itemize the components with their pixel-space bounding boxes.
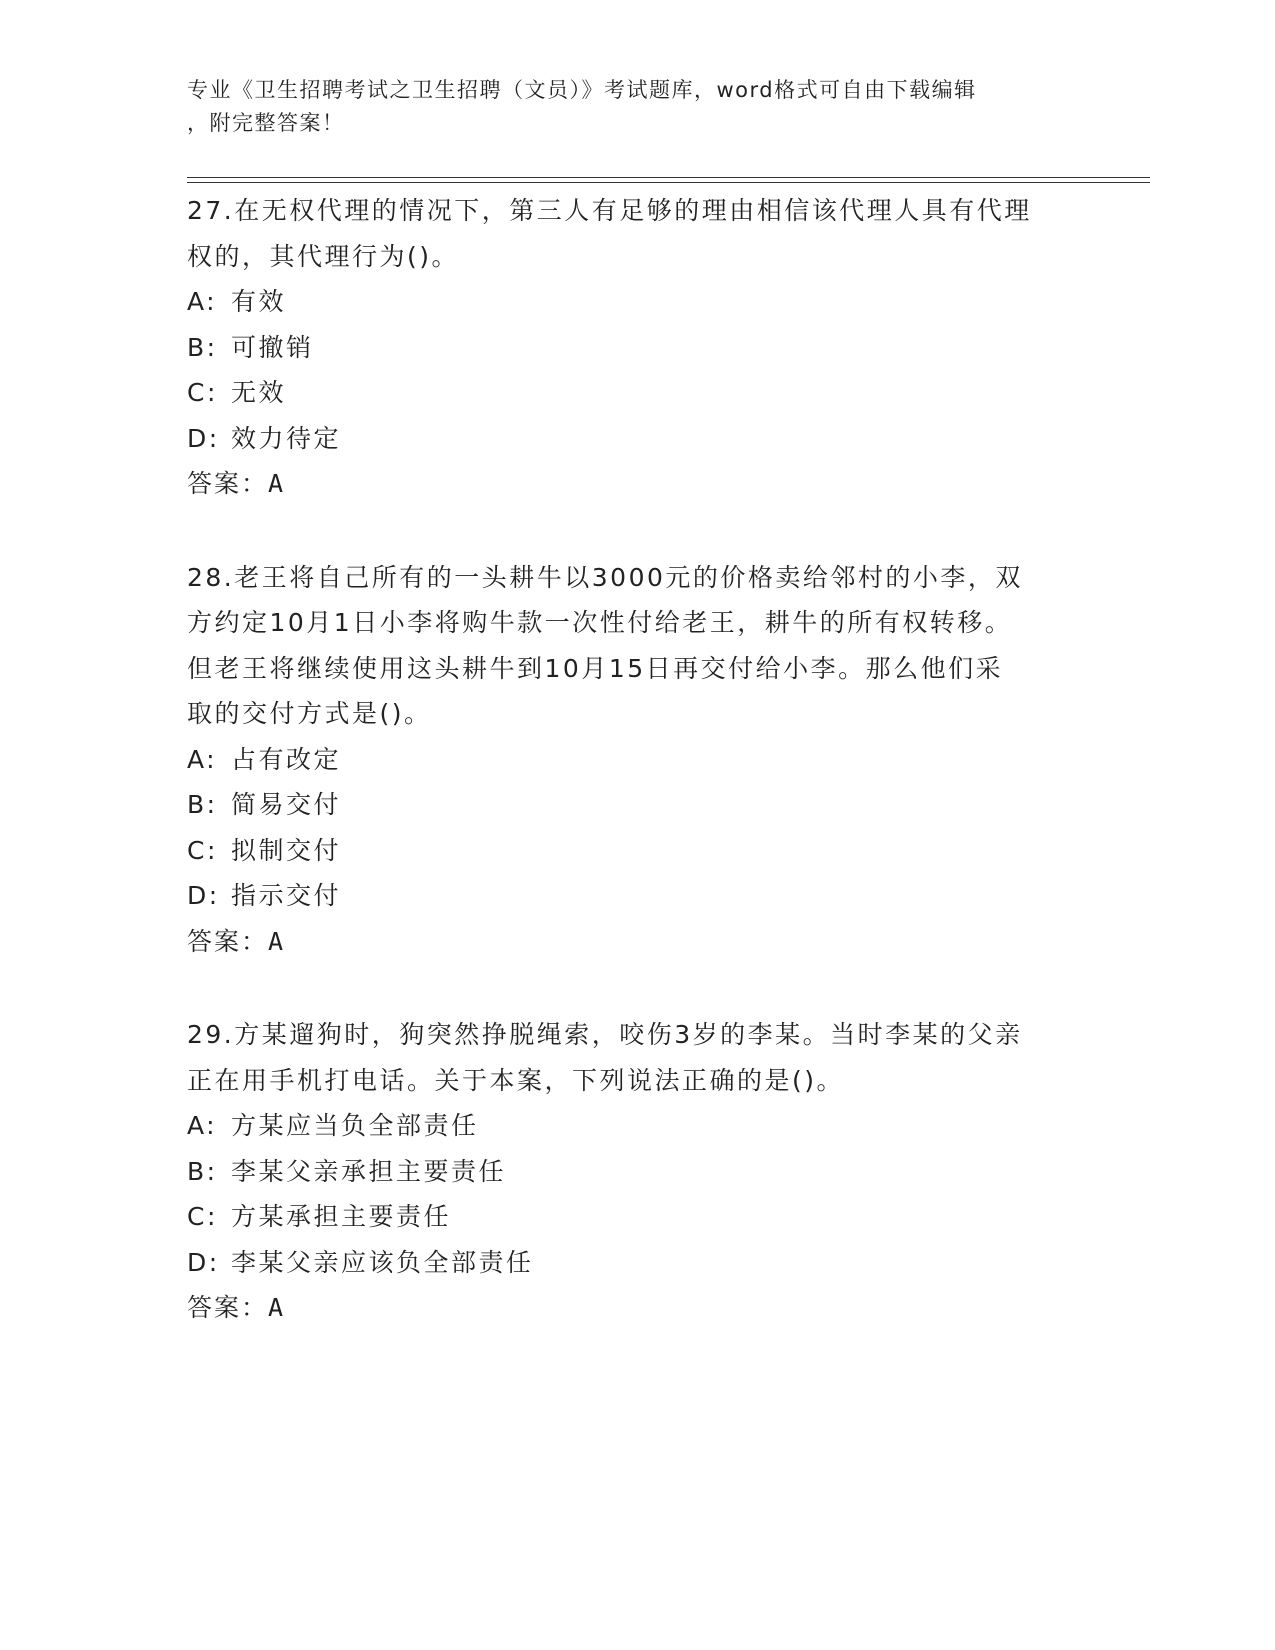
question-stem-line: 29.方某遛狗时，狗突然挣脱绳索，咬伤3岁的李某。当时李某的父亲 (187, 1020, 1023, 1049)
answer-line (187, 461, 1087, 507)
answer-line (187, 1285, 1087, 1331)
question-27 (187, 188, 1087, 507)
question-stem-line: 28.老王将自己所有的一头耕牛以3000元的价格卖给邻村的小李，双 (187, 562, 1023, 592)
question-list (187, 188, 1087, 1379)
option-label: A: (187, 744, 218, 774)
answer-line (187, 919, 1087, 965)
question-29 (187, 1012, 1087, 1331)
option-b (187, 782, 1087, 828)
option-label: C: (187, 1202, 218, 1231)
question-28 (187, 555, 1087, 965)
question-stem-line: 权的，其代理行为()。 (187, 241, 460, 271)
option-label: C: (187, 378, 218, 407)
answer-label: 答案： (187, 1293, 269, 1322)
option-c (187, 828, 1087, 874)
option-c (187, 1194, 1087, 1240)
option-d (187, 1240, 1087, 1286)
answer-value: A (268, 1293, 284, 1322)
option-label: D: (187, 1247, 220, 1277)
option-label: D: (187, 423, 220, 453)
answer-value: A (268, 926, 284, 956)
question-stem-line: 27.在无权代理的情况下，第三人有足够的理由相信该代理人具有代理 (187, 196, 1032, 225)
header-line-2: ，附完整答案！ (187, 111, 345, 135)
document-header (187, 74, 1067, 140)
header-line-1: 专业《卫生招聘考试之卫生招聘（文员）》考试题库，word格式可自由下载编辑 (187, 78, 977, 102)
option-label: A: (187, 1111, 218, 1140)
option-d (187, 873, 1087, 919)
question-stem-line: 方约定10月1日小李将购牛款一次性付给老王，耕牛的所有权转移。 (187, 608, 1013, 637)
option-label: B: (187, 1156, 218, 1186)
question-stem-line: 但老王将继续使用这头耕牛到10月15日再交付给小李。那么他们采 (187, 653, 1004, 683)
option-label: C: (187, 835, 218, 865)
question-stem-line: 正在用手机打电话。关于本案，下列说法正确的是()。 (187, 1065, 845, 1095)
option-a (187, 279, 1087, 325)
answer-value: A (268, 469, 284, 498)
option-text: 占有改定 (231, 744, 342, 774)
option-text: 方某承担主要责任 (231, 1202, 452, 1231)
question-stem-line: 取的交付方式是()。 (187, 699, 432, 728)
option-label: B: (187, 790, 218, 819)
option-text: 效力待定 (231, 423, 342, 453)
option-text: 李某父亲应该负全部责任 (231, 1247, 534, 1277)
option-a (187, 737, 1087, 783)
option-label: A: (187, 287, 218, 316)
option-b (187, 1149, 1087, 1195)
option-b (187, 325, 1087, 371)
option-text: 拟制交付 (231, 835, 342, 865)
option-text: 指示交付 (231, 881, 342, 910)
header-divider-bottom (187, 182, 1150, 183)
option-c (187, 370, 1087, 416)
header-divider-top (187, 177, 1150, 178)
option-text: 有效 (231, 287, 287, 316)
answer-label: 答案： (187, 926, 269, 956)
option-d (187, 416, 1087, 462)
option-text: 无效 (231, 378, 287, 407)
option-a (187, 1103, 1087, 1149)
option-text: 方某应当负全部责任 (231, 1111, 479, 1140)
option-text: 简易交付 (231, 790, 342, 819)
option-text: 可撤销 (231, 332, 314, 362)
option-label: B: (187, 332, 218, 362)
answer-label: 答案： (187, 469, 269, 498)
option-label: D: (187, 881, 220, 910)
option-text: 李某父亲承担主要责任 (231, 1156, 507, 1186)
